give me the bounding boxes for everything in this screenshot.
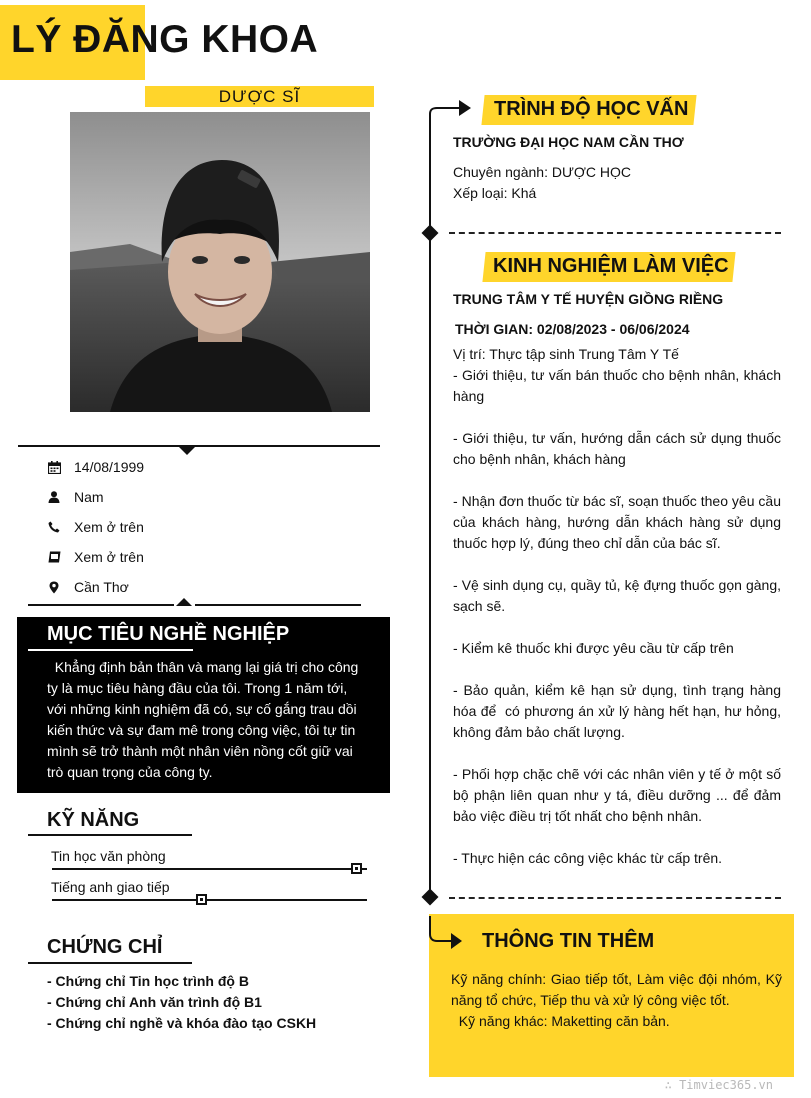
company-name: TRUNG TÂM Y TẾ HUYỆN GIỒNG RIỀNG [453,291,724,307]
more-info-title: THÔNG TIN THÊM [482,930,655,952]
watermark-text: Timviec365.vn [679,1078,773,1092]
phone-icon [46,519,62,535]
position: Vị trí: Thực tập sinh Trung Tâm Y Tế [453,346,679,362]
gender-value: Nam [74,489,104,505]
skill-bar [52,868,367,870]
email-icon [46,549,62,565]
skill-label: Tin học văn phòng [51,848,166,864]
calendar-icon [46,459,62,475]
certificate-item: - Chứng chỉ Anh văn trình độ B1 [47,994,262,1010]
objective-text: Khẳng định bản thân và mang lại giá trị cho công ty là mục tiêu hàng đầu của tôi. Trong 1 năm tới, với những kinh nghiệm đã có, sự cố gắng trau dồi kiến thức và sự đam mê trong công việc, tôi tự tin mình sẽ trở thành một nhân viên nồng cốt giữ vai trò quan trọng của công ty. [47,659,363,780]
location-icon [46,579,62,595]
user-icon [46,489,62,505]
timeline-node [422,225,439,242]
skill-bar [52,899,367,901]
education-title: TRÌNH ĐỘ HỌC VẤN [494,98,689,120]
education-major: Chuyên ngành: DƯỢC HỌC [453,164,632,180]
skill-level-marker [196,894,207,905]
experience-title: KINH NGHIỆM LÀM VIỆC [493,255,729,277]
watermark-icon: ∴ [664,1078,680,1092]
birthdate-value: 14/08/1999 [74,459,145,475]
skill-label: Tiếng anh giao tiếp [51,879,170,895]
duty-item: - Giới thiệu, tư vấn bán thuốc cho bệnh nhân, khách hàng [453,367,781,404]
school-name: TRƯỜNG ĐẠI HỌC NAM CẦN THƠ [453,134,684,150]
info-top-divider [18,445,380,447]
candidate-name: LÝ ĐĂNG KHOA [11,18,319,61]
certificates-title: CHỨNG CHỈ [47,936,163,958]
section-divider [449,232,781,234]
employment-period: THỜI GIAN: 02/08/2023 - 06/06/2024 [455,321,690,337]
timeline-arrow-icon [428,98,474,124]
other-skills-text: Kỹ năng khác: Maketting căn bản. [451,1013,670,1029]
timeline-arrow-icon [428,916,468,950]
main-skills-text: Kỹ năng chính: Giao tiếp tốt, Làm việc đội nhóm, Kỹ năng tổ chức, Tiếp thu và xử lý công việc tốt. [451,971,782,1008]
duty-item: - Vệ sinh dụng cụ, quầy tủ, kệ đựng thuốc gọn gàng, sạch sẽ. [453,577,781,614]
objective-underline [28,649,193,651]
duty-item: - Giới thiệu, tư vấn, hướng dẫn cách sử dụng thuốc cho bệnh nhân, khách hàng [453,430,781,467]
skills-title: KỸ NĂNG [47,809,140,831]
duty-item: - Thực hiện các công việc khác từ cấp trên. [453,850,723,866]
divider-arrow-up [176,598,192,606]
phone-value: Xem ở trên [74,519,144,535]
certificate-item: - Chứng chỉ nghề và khóa đào tạo CSKH [47,1015,317,1031]
duty-item: - Nhận đơn thuốc từ bác sĩ, soạn thuốc theo yêu cầu của khách hàng, hướng dẫn khách hàng sử dụng thuốc hợp lý, đúng theo chỉ dẫn của bác sĩ. [453,493,781,551]
divider-arrow-down [179,447,195,455]
duty-item: - Bảo quản, kiểm kê hạn sử dụng, tình trạng hàng hóa để có phương án xử lý hàng hết hạn, hư hỏng, không đảm bảo chất lượng. [453,682,785,740]
email-row [46,547,144,567]
gender-row [46,487,104,507]
timeline-node [422,889,439,906]
duty-item: - Phối hợp chặc chẽ với các nhân viên y tế ở một số bộ phận liên quan như y tá, điều dưỡng ... để đảm bảo việc điều trị tốt nhất cho bệnh nhân. [453,766,781,824]
location-row [46,577,129,597]
info-bottom-divider-left [28,604,174,606]
email-value: Xem ở trên [74,549,144,565]
profile-photo [70,112,370,412]
skills-underline [28,834,192,836]
watermark [665,1078,773,1092]
birthdate-row [46,457,144,477]
section-divider [449,897,781,899]
job-title: DƯỢC SĨ [218,87,301,106]
phone-row [46,517,144,537]
skill-level-marker [351,863,362,874]
education-rank: Xếp loại: Khá [453,185,537,201]
duty-item: - Kiểm kê thuốc khi được yêu cầu từ cấp trên [453,640,734,656]
location-value: Cần Thơ [74,579,129,595]
info-bottom-divider-right [195,604,361,606]
certificate-item: - Chứng chỉ Tin học trình độ B [47,973,249,989]
duties-list [453,365,785,869]
objective-title: MỤC TIÊU NGHỀ NGHIỆP [47,623,290,645]
certificates-underline [28,962,192,964]
